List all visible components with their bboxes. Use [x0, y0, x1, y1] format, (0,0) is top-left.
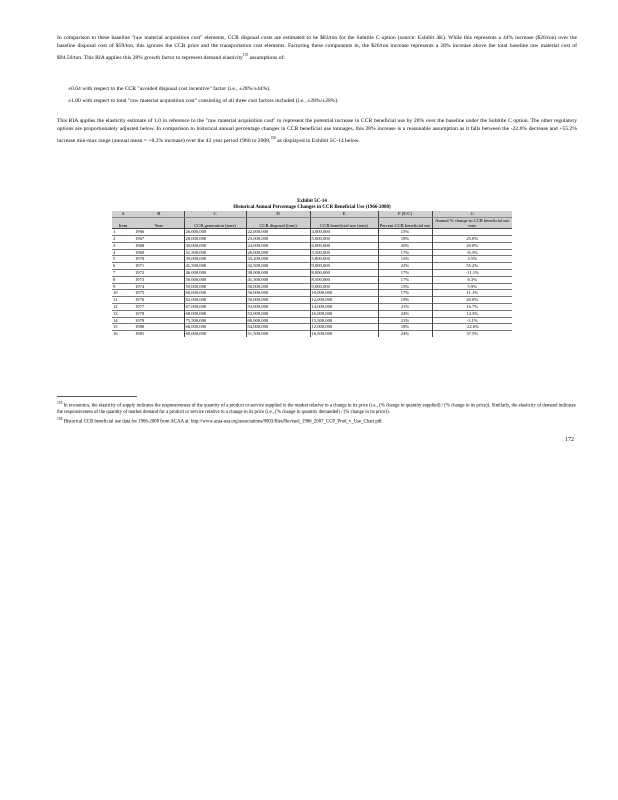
col-letter: A: [112, 211, 134, 217]
row-ccr-beneficial-use: 9,000,000: [310, 283, 378, 290]
row-ccr-beneficial-use: 12,000,000: [310, 297, 378, 304]
row-ccr-beneficial-use: 16,000,000: [310, 310, 378, 317]
row-item: 10: [113, 290, 118, 296]
footnote-ref-156: 156: [270, 135, 276, 140]
footnote-text: Historical CCR beneficial use data for 1966-2008 from ACAA at: http://www.acaa-usa.org/associations/8003/files/Revised_1966_2007_CCP_Prod_v_Use_Chart.pdf: [62, 419, 382, 425]
row-percent-beneficial-use: 15%: [378, 283, 432, 290]
row-percent-beneficial-use: 21%: [378, 317, 432, 324]
footnote-155: [57, 400, 577, 416]
row-ccr-generation: 31,500,000: [184, 249, 246, 256]
row-percent-beneficial-use: 17%: [378, 269, 432, 276]
col-letter: F (E/C): [378, 211, 432, 217]
row-percent-beneficial-use: 24%: [378, 331, 432, 337]
row-item: 7: [113, 269, 116, 275]
row-item: 3: [113, 242, 116, 248]
row-ccr-generation: 39,000,000: [184, 256, 246, 263]
row-item: 1: [113, 229, 116, 235]
row-item: 2: [113, 236, 116, 241]
row-ccr-generation: 59,000,000: [184, 283, 246, 290]
table-row: [112, 317, 512, 324]
row-ccr-generation: 50,000,000: [184, 276, 246, 283]
row-ccr-disposal: 53,000,000: [246, 303, 310, 310]
table-row: [112, 290, 512, 297]
table-row: [112, 242, 512, 249]
header-year: Year: [134, 217, 184, 228]
row-ccr-beneficial-use: 6,000,000: [310, 242, 378, 249]
column-header-row: [112, 217, 512, 228]
row-item: 14: [113, 317, 118, 323]
row-ccr-generation: 75,500,000: [184, 317, 246, 324]
table-row: [112, 256, 512, 263]
row-year: 1977: [134, 303, 184, 310]
row-annual-change: -11.1%: [465, 269, 479, 275]
row-item: 8: [113, 276, 116, 282]
row-annual-change: 5.5%: [467, 256, 478, 262]
table-row: [112, 276, 512, 283]
row-annual-change: -3.1%: [466, 317, 478, 323]
paragraph-cost-comparison: [57, 34, 577, 62]
row-year: 1966: [134, 229, 184, 236]
row-ccr-beneficial-use: 8,500,000: [310, 276, 378, 283]
row-year: 1971: [134, 263, 184, 270]
row-year: 1967: [134, 236, 184, 243]
row-ccr-disposal: 26,000,000: [246, 249, 310, 256]
row-annual-change: 11.1%: [466, 290, 479, 296]
row-item: 6: [113, 263, 116, 269]
row-ccr-disposal: 23,000,000: [246, 236, 310, 243]
row-year: 1978: [134, 310, 184, 317]
table-row: [112, 297, 512, 304]
footnote-separator: [57, 396, 137, 397]
row-ccr-disposal: 41,500,000: [246, 276, 310, 283]
row-ccr-beneficial-use: 5,000,000: [310, 236, 378, 243]
row-percent-beneficial-use: 21%: [378, 303, 432, 310]
bullet-elasticity-2: ±1.00 with respect to total "raw material acquisition cost" consisting of all three cost factors included (i.e., ±28%/±28%).: [68, 98, 339, 104]
row-ccr-generation: 46,000,000: [184, 269, 246, 276]
row-annual-change: [432, 229, 512, 236]
footnote-156: [57, 416, 577, 426]
table-row: [112, 310, 512, 317]
row-percent-beneficial-use: 24%: [378, 310, 432, 317]
row-year: 1973: [134, 276, 184, 283]
row-item: 15: [113, 324, 118, 330]
row-ccr-beneficial-use: 8,000,000: [310, 269, 378, 276]
row-item: 12: [113, 303, 118, 309]
row-ccr-beneficial-use: 5,500,000: [310, 249, 378, 256]
row-percent-beneficial-use: 15%: [378, 229, 432, 236]
row-ccr-beneficial-use: 12,000,000: [310, 324, 378, 331]
row-year: 1976: [134, 297, 184, 304]
exhibit-table: [112, 199, 512, 337]
row-item: 16: [113, 331, 118, 337]
row-ccr-beneficial-use: 4,000,000: [310, 229, 378, 236]
row-annual-change: 16.7%: [466, 303, 479, 309]
table-row: [112, 229, 512, 236]
row-ccr-generation: 26,000,000: [184, 229, 246, 236]
header-ccr-disposal: CCR disposal (tons): [246, 217, 310, 228]
table-row: [112, 303, 512, 310]
row-annual-change: 6.3%: [467, 276, 478, 282]
row-annual-change: 14.3%: [466, 310, 479, 316]
table-title: Exhibit 5C-14: [297, 199, 327, 204]
row-annual-change: -8.3%: [466, 249, 478, 255]
row-ccr-generation: 30,000,000: [184, 242, 246, 249]
row-year: 1969: [134, 249, 184, 256]
row-ccr-disposal: 50,000,000: [246, 297, 310, 304]
paragraph-text: This RIA applies the elasticity estimate of 1.0 in reference to the "raw material acquisition cost" to represent the potential increase in CCR beneficial use by 28% over the baseline under the Subtitle C option. The other regulatory options are proportionately adjusted below. In comparison to historical annual percentage changes in CCR beneficial use tonnages, this 28% increase is a reasonable assumption as it falls between the -22.6% decrease and +55.2% increase min-max range (annual mean = +8.2% increase) over the 43 year period 1966 to 2008,: [57, 118, 577, 144]
row-ccr-disposal: 54,000,000: [246, 324, 310, 331]
row-ccr-disposal: 60,000,000: [246, 317, 310, 324]
row-item: 11: [113, 297, 118, 303]
row-percent-beneficial-use: 18%: [378, 324, 432, 331]
row-year: 1979: [134, 317, 184, 324]
row-ccr-beneficial-use: 10,000,000: [310, 290, 378, 297]
row-annual-change: 20.0%: [466, 297, 479, 303]
row-percent-beneficial-use: 20%: [378, 242, 432, 249]
row-ccr-disposal: 50,000,000: [246, 283, 310, 290]
row-ccr-generation: 68,000,000: [184, 331, 246, 337]
paragraph-text: In comparison to these baseline "raw material acquisition cost" elements, CCR disposal costs are estimated to be $83/ton for the Subtitle C option (source: Exhibit 4K). While this represents a 44% increase ($26/ton) over the baseline disposal cost of $59/ton, this ignores the CCR price and the transportation cost elements. Factoring these components in, the $26/ton increase represents a 28% increase above the total baseline raw material cost of $94.50/ton. This RIA applies this 28% growth factor to represent demand elasticity: [57, 35, 577, 61]
table-row: [112, 263, 512, 270]
row-ccr-disposal: 33,200,000: [246, 256, 310, 263]
paragraph-text-end: as displayed in Exhibit 5C-14 below.: [275, 137, 360, 144]
footnote-ref-155: 155: [242, 52, 249, 57]
row-ccr-generation: 41,500,000: [184, 263, 246, 270]
footnote-number: 156: [57, 417, 63, 422]
row-ccr-disposal: 50,000,000: [246, 290, 310, 297]
row-annual-change: -22.6%: [465, 324, 479, 330]
table-row: [112, 249, 512, 256]
row-ccr-disposal: 52,000,000: [246, 310, 310, 317]
row-year: 1972: [134, 269, 184, 276]
row-percent-beneficial-use: 17%: [378, 276, 432, 283]
row-annual-change: 20.0%: [466, 242, 479, 248]
header-annual-change: Annual % change in CCR beneficial use tons: [432, 217, 512, 228]
row-percent-beneficial-use: 17%: [378, 249, 432, 256]
header-item: Item: [112, 217, 134, 228]
col-letter: E: [310, 211, 378, 217]
row-ccr-generation: 62,000,000: [184, 297, 246, 304]
row-year: 1968: [134, 242, 184, 249]
row-percent-beneficial-use: 22%: [378, 263, 432, 270]
row-ccr-disposal: 24,000,000: [246, 242, 310, 249]
row-percent-beneficial-use: 18%: [378, 236, 432, 243]
col-letter: D: [246, 211, 310, 217]
row-ccr-generation: 66,000,000: [184, 324, 246, 331]
paragraph-ria-elasticity: [57, 117, 577, 145]
table-row: [112, 324, 512, 331]
row-year: 1974: [134, 283, 184, 290]
beneficial-use-table: [112, 211, 512, 337]
table-row: [112, 236, 512, 243]
row-item: 13: [113, 310, 118, 316]
row-ccr-disposal: 51,500,000: [246, 331, 310, 337]
row-percent-beneficial-use: 17%: [378, 290, 432, 297]
footnote-text: In economics, the elasticity of supply indicates the responsiveness of the quantity of a product or service supplied to the market relative to a change in its price (i.e., (% change in quantity supplied) / (% change in its price)). Similarly, the elasticity of demand indicates the responsiveness of the quantity of market demand for a product or service relative to a change in its price (i.e., (% change in quantity demanded) / (% change in its price)).: [57, 403, 576, 415]
row-item: 5: [113, 256, 116, 262]
row-ccr-generation: 67,000,000: [184, 303, 246, 310]
row-percent-beneficial-use: 15%: [378, 256, 432, 263]
header-ccr-generation: CCR generation (tons): [184, 217, 246, 228]
col-letter: B: [134, 211, 184, 217]
table-row: [112, 331, 512, 337]
row-item: 9: [113, 283, 116, 289]
header-percent-beneficial-use: Percent CCR beneficial use: [378, 217, 432, 228]
row-annual-change: 25.0%: [466, 236, 479, 241]
row-ccr-beneficial-use: 14,000,000: [310, 303, 378, 310]
paragraph-text-end: assumptions of:: [248, 54, 285, 61]
page-number: 172: [565, 437, 574, 443]
table-subtitle: Historical Annual Percentage Changes in CCR Beneficial Use (1966-2008): [233, 205, 391, 210]
row-ccr-beneficial-use: 16,500,000: [310, 331, 378, 337]
row-year: 1980: [134, 324, 184, 331]
row-annual-change: 37.5%: [466, 331, 479, 337]
row-ccr-beneficial-use: 15,500,000: [310, 317, 378, 324]
bullet-elasticity-1: ±0.64 with respect to the CCR "avoided disposal cost incentive" factor (i.e., ±28%/±44%).: [68, 86, 271, 92]
row-annual-change: 5.9%: [467, 283, 478, 289]
col-letter: C: [184, 211, 246, 217]
row-annual-change: 55.2%: [466, 263, 479, 269]
col-letter: G: [432, 211, 512, 217]
header-ccr-beneficial-use: CCR beneficial use (tons): [310, 217, 378, 228]
row-ccr-generation: 28,000,000: [184, 236, 246, 243]
row-item: 4: [113, 249, 116, 255]
footnotes: [57, 400, 577, 426]
row-ccr-disposal: 22,000,000: [246, 229, 310, 236]
row-ccr-disposal: 38,000,000: [246, 269, 310, 276]
table-row: [112, 269, 512, 276]
row-year: 1970: [134, 256, 184, 263]
table-row: [112, 283, 512, 290]
row-year: 1975: [134, 290, 184, 297]
footnote-number: 155: [57, 401, 63, 405]
row-percent-beneficial-use: 19%: [378, 297, 432, 304]
row-ccr-generation: 60,000,000: [184, 290, 246, 297]
row-ccr-generation: 68,000,000: [184, 310, 246, 317]
row-ccr-beneficial-use: 5,800,000: [310, 256, 378, 263]
row-year: 1981: [134, 331, 184, 337]
row-ccr-beneficial-use: 9,000,000: [310, 263, 378, 270]
row-ccr-disposal: 32,500,000: [246, 263, 310, 270]
